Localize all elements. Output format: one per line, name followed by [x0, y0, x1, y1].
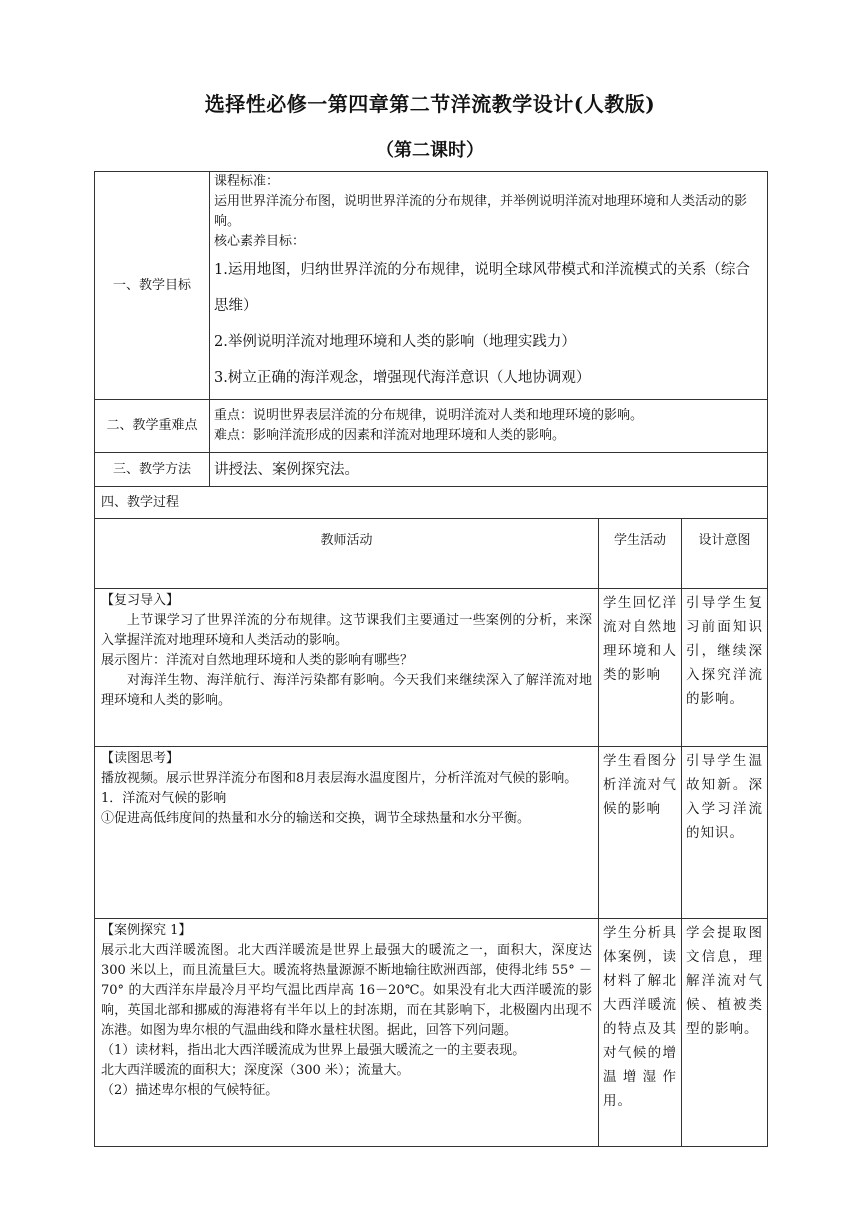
goals-row — [95, 172, 768, 400]
activity-paragraph: 北大西洋暖流的面积大；深度深（300 米）；流量大。 — [101, 1063, 410, 1078]
process-row-review — [95, 589, 768, 747]
key-points-row — [95, 400, 768, 453]
process-label: 四、教学过程 — [95, 487, 768, 519]
activity-paragraph: 展示北大西洋暖流图。北大西洋暖流是世界上最强大的暖流之一，面积大，深度达 300 米以上，而且流量巨大。暖流将热量源源不断地输往欧洲西部，使得北纬 55° －70° 的大西洋东岸最冷月平均气温比西岸高 16－20℃。如果没有北大西洋暖流的影响，英国北部和挪威的海港将有半年以上的封冻期，而在其影响下，北极圈内出现不冻港。如图为卑尔根的气温曲线和降水量柱状图。据此，回答下列问题。 — [101, 943, 592, 1038]
key-points-label: 二、教学重难点 — [95, 400, 210, 453]
design-intent-cell: 引导学生温故知新。深入学习洋流的知识。 — [682, 747, 768, 919]
activity-paragraph: ①促进高低纬度间的热量和水分的输送和交换，调节全球热量和水分平衡。 — [101, 811, 531, 826]
methods-label: 三、教学方法 — [95, 453, 210, 487]
document-subtitle: （第二课时） — [376, 140, 484, 161]
activity-heading: 【读图思考】 — [101, 751, 180, 766]
student-activity-header — [599, 519, 682, 589]
activity-heading: 【案例探究 1】 — [101, 923, 192, 938]
core-heading: 核心素养目标： — [214, 234, 306, 249]
teacher-activity-header — [95, 519, 599, 589]
standard-text: 运用世界洋流分布图，说明世界洋流的分布规律，并举例说明洋流对地理环境和人类活动的影响。 — [214, 194, 748, 229]
key-point: 重点：说明世界表层洋流的分布规律，说明洋流对人类和地理环境的影响。 — [214, 408, 644, 423]
design-intent-cell: 引导学生复习前面知识引，继续深入探究洋流的影响。 — [682, 589, 768, 747]
process-row-map — [95, 747, 768, 919]
activity-paragraph: （2）描述卑尔根的气候特征。 — [101, 1083, 279, 1098]
goals-label: 一、教学目标 — [95, 172, 210, 400]
activity-heading: 【复习导入】 — [101, 593, 180, 608]
activity-paragraph: （1）读材料，指出北大西洋暖流成为世界上最强大暖流之一的主要表现。 — [101, 1043, 526, 1058]
process-label-row — [95, 487, 768, 519]
student-activity-cell: 学生回忆洋流对自然地理环境和人类的影响 — [599, 589, 682, 747]
process-header-row — [95, 519, 768, 589]
difficult-point: 难点：影响洋流形成的因素和洋流对地理环境和人类的影响。 — [214, 428, 566, 443]
process-row-case1 — [95, 919, 768, 1147]
activity-paragraph: 1．洋流对气候的影响 — [101, 791, 227, 806]
key-points-content — [210, 400, 768, 453]
design-intent-cell: 学会提取图文信息，理解洋流对气候、植被类型的影响。 — [682, 919, 768, 1147]
standard-heading: 课程标准： — [214, 174, 280, 189]
activity-paragraph: 上节课学习了世界洋流的分布规律。这节课我们主要通过一些案例的分析，来深入掌握洋流对地理环境和人类活动的影响。 — [101, 613, 592, 648]
teacher-activity-cell — [95, 589, 599, 747]
student-activity-header-text: 学生活动 — [613, 533, 666, 548]
student-activity-cell: 学生分析具体案例，读材料了解北大西洋暖流的特点及其对气候的增温增湿作用。 — [599, 919, 682, 1147]
teacher-activity-header-text: 教师活动 — [320, 533, 373, 548]
goal-item: 1.运用地图，归纳世界洋流的分布规律，说明全球风带模式和洋流模式的关系（综合思维） — [214, 262, 750, 314]
activity-paragraph: 对海洋生物、海洋航行、海洋污染都有影响。今天我们来继续深入了解洋流对地理环境和人类的影响。 — [101, 673, 592, 708]
student-activity-cell: 学生看图分析洋流对气候的影响 — [599, 747, 682, 919]
methods-content: 讲授法、案例探究法。 — [210, 453, 768, 487]
document-title: 选择性必修一第四章第二节洋流教学设计(人教版) — [204, 92, 656, 116]
process-table — [94, 486, 768, 1147]
lesson-info-table — [94, 171, 768, 487]
goals-content — [210, 172, 768, 400]
teacher-activity-cell — [95, 747, 599, 919]
activity-paragraph: 展示图片：洋流对自然地理环境和人类的影响有哪些？ — [101, 653, 414, 668]
activity-paragraph: 播放视频。展示世界洋流分布图和8月表层海水温度图片，分析洋流对气候的影响。 — [101, 771, 578, 786]
design-intent-header — [682, 519, 768, 589]
methods-row — [95, 453, 768, 487]
design-intent-header-text: 设计意图 — [698, 533, 751, 548]
teacher-activity-cell — [95, 919, 599, 1147]
goal-item: 3.树立正确的海洋观念，增强现代海洋意识（人地协调观） — [214, 370, 591, 386]
goal-item: 2.举例说明洋流对地理环境和人类的影响（地理实践力） — [214, 334, 576, 350]
